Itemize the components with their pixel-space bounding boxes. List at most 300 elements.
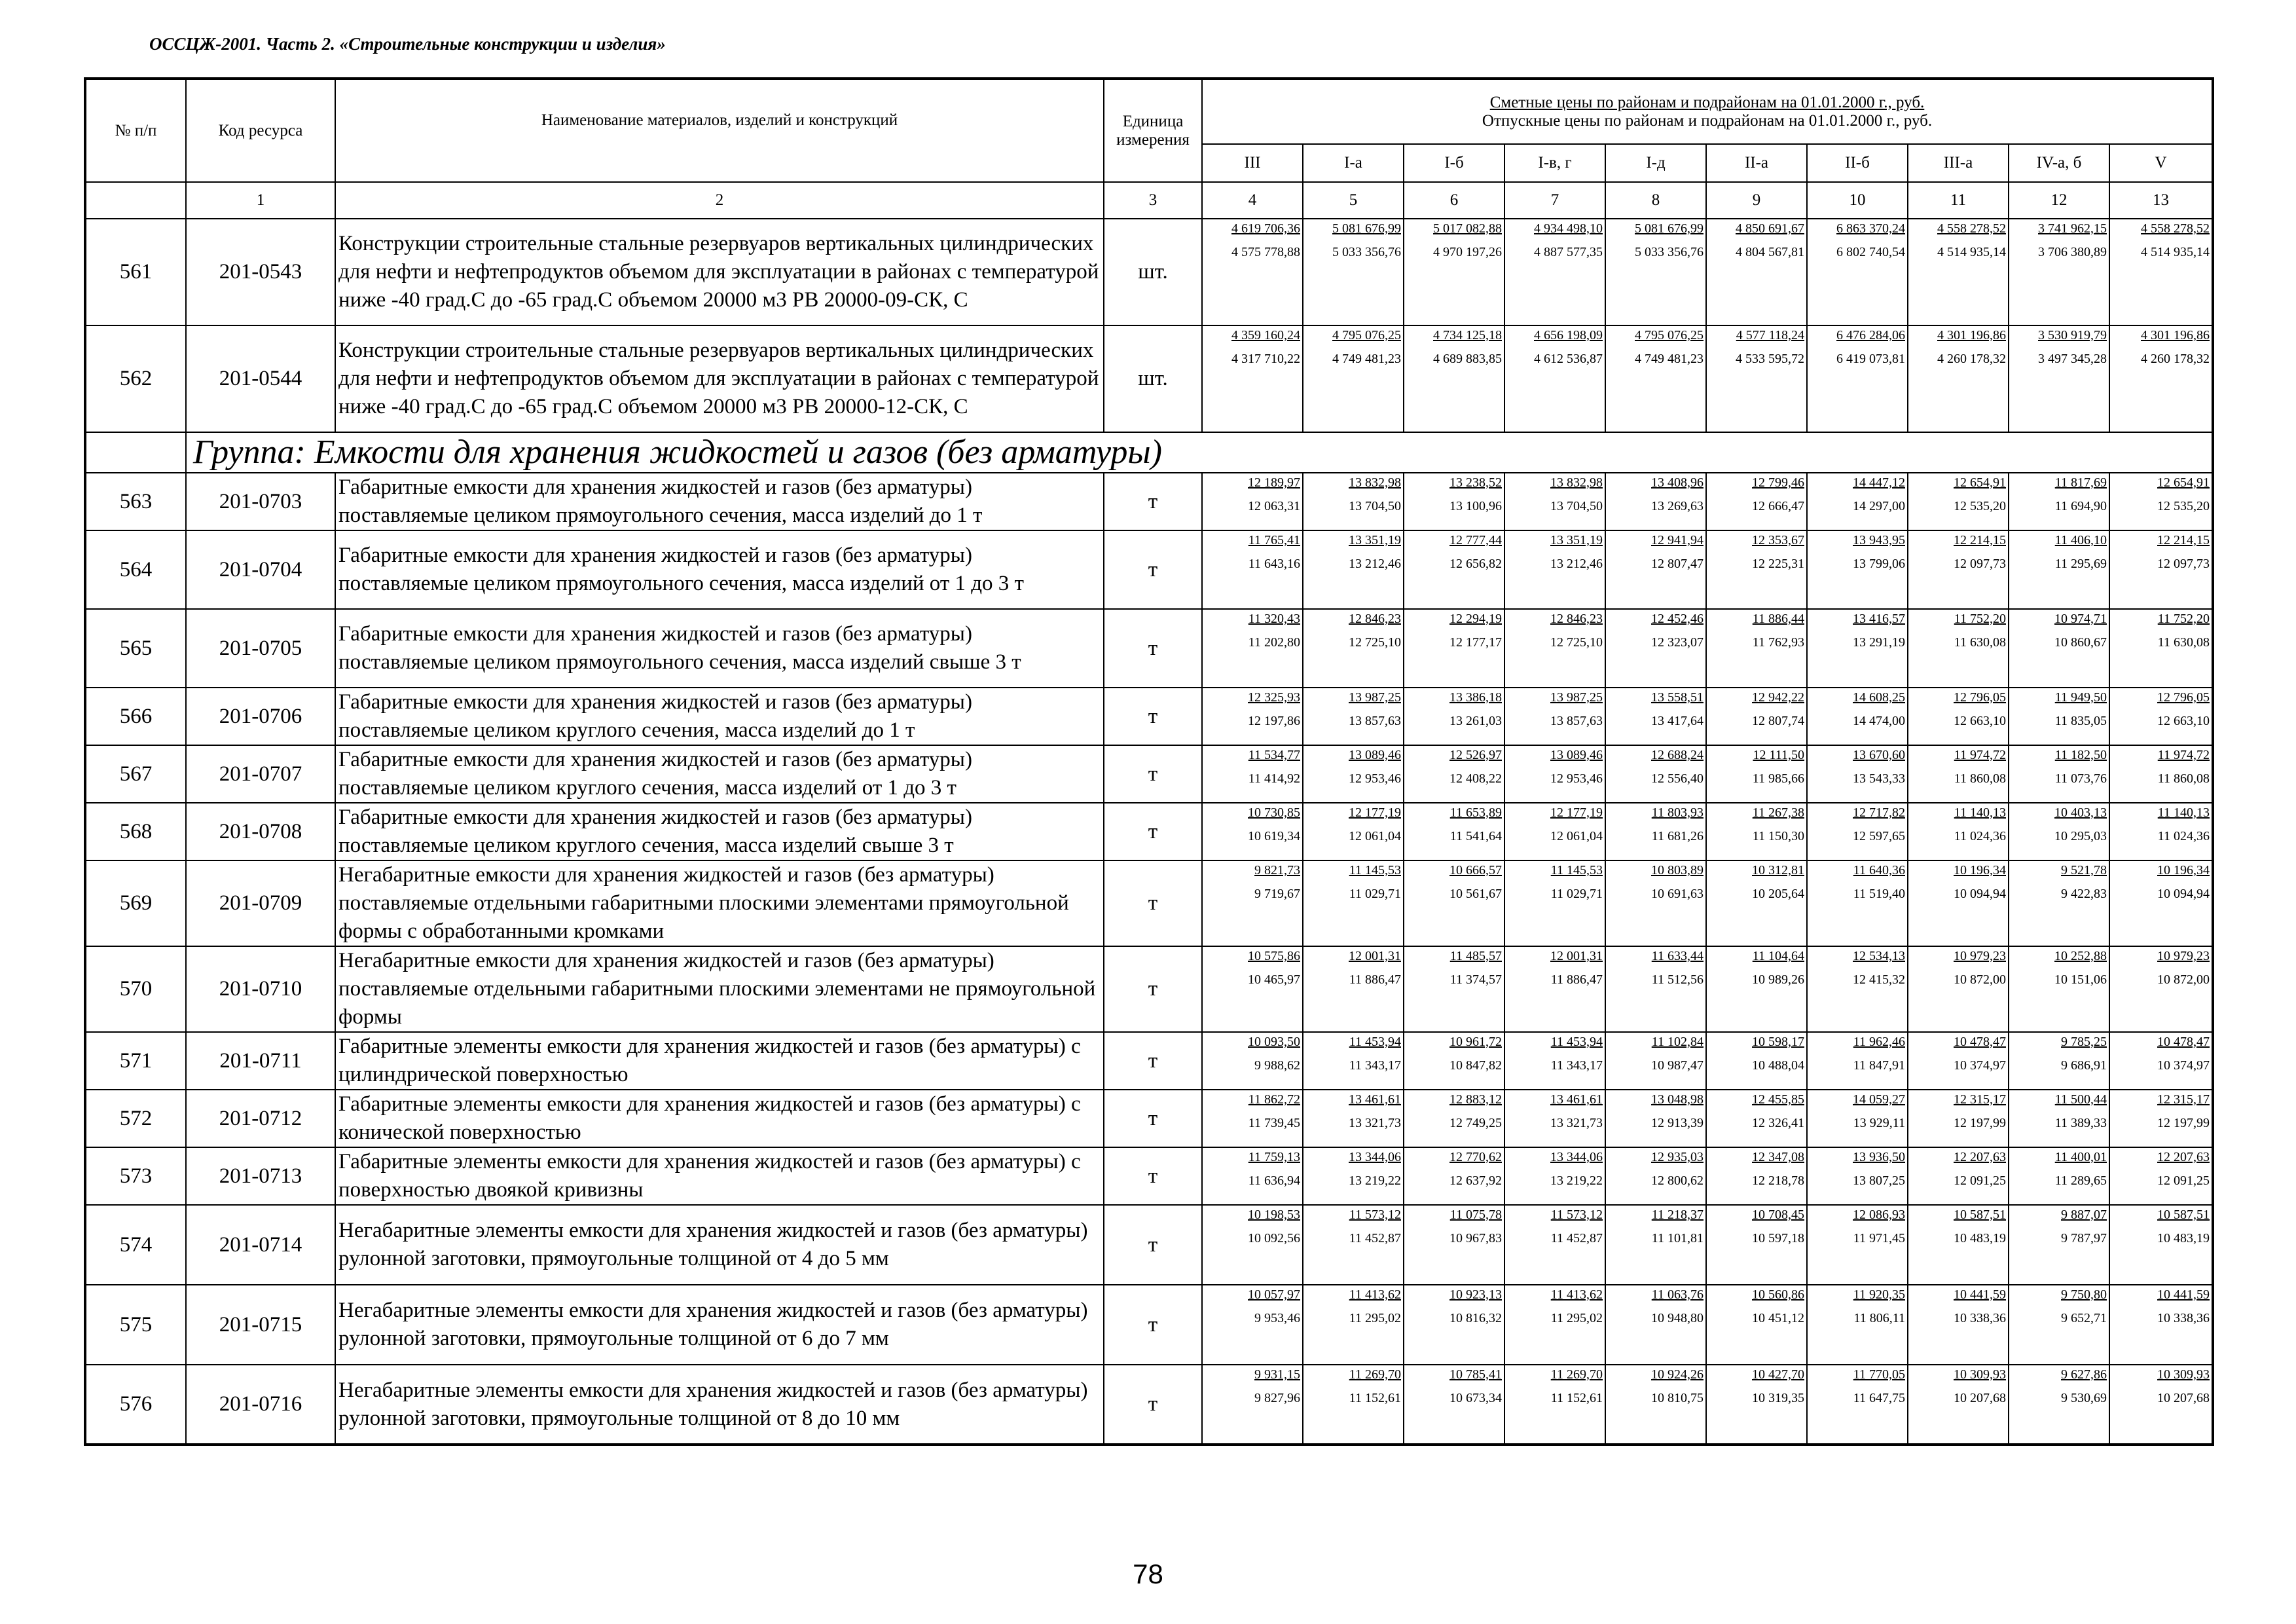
price-cell: [2009, 803, 2109, 860]
unit-cell: т: [1104, 803, 1202, 860]
item-name: Конструкции строительные стальные резервуаров вертикальных цилиндрических для нефти и нефтепродуктов объемом для эксплуатации в районах с температурой ниже -40 град.С до -65 град.С объемом 20000 м3 РВ 20000-12-СК, С: [335, 325, 1104, 432]
price-cell: [1404, 860, 1504, 946]
release-price: 10 094,94: [2157, 887, 2210, 901]
release-price: 6 802 740,54: [1836, 245, 1905, 259]
price-cell: [1303, 803, 1404, 860]
release-price: 12 091,25: [2157, 1173, 2210, 1188]
region-header: II-а: [1706, 144, 1807, 182]
price-cell: [1202, 473, 1303, 530]
estimated-price: 10 478,47: [2157, 1035, 2210, 1049]
estimated-price: 11 770,05: [1853, 1367, 1905, 1382]
price-cell: [1404, 530, 1504, 609]
estimated-price: 10 961,72: [1449, 1035, 1502, 1049]
estimated-price: 12 207,63: [2157, 1150, 2210, 1164]
release-price: 12 218,78: [1752, 1173, 1804, 1188]
price-cell: [1303, 1365, 1404, 1445]
release-price: 14 297,00: [1853, 499, 1905, 513]
estimated-price: 12 534,13: [1853, 949, 1905, 963]
estimated-price: 10 587,51: [1954, 1208, 2006, 1222]
release-price: 10 483,19: [1954, 1231, 2006, 1246]
release-price: 11 295,02: [1550, 1311, 1603, 1325]
release-price: 12 225,31: [1752, 557, 1804, 571]
release-price: 4 749 481,23: [1332, 352, 1401, 366]
price-cell: [2009, 1285, 2109, 1365]
price-cell: [1605, 860, 1706, 946]
resource-code: 201-0716: [186, 1365, 335, 1445]
price-cell: [1504, 688, 1605, 745]
estimated-price: 5 081 676,99: [1635, 221, 1704, 236]
estimated-price: 13 943,95: [1853, 533, 1905, 547]
price-cell: [1908, 325, 2009, 432]
estimated-price: 11 063,76: [1651, 1287, 1704, 1302]
estimated-price: 11 320,43: [1248, 612, 1300, 626]
price-cell: [1605, 1147, 1706, 1205]
row-number: 570: [85, 946, 186, 1032]
release-price: 11 762,93: [1752, 635, 1804, 650]
index-cell: 2: [335, 182, 1104, 219]
price-cell: [1908, 530, 2009, 609]
release-price: 11 647,75: [1853, 1391, 1905, 1405]
release-price: 10 619,34: [1248, 829, 1300, 843]
release-price: 13 212,46: [1349, 557, 1401, 571]
price-cell: [1303, 325, 1404, 432]
price-cell: [1706, 745, 1807, 803]
estimated-price: 13 344,06: [1550, 1150, 1603, 1164]
estimated-price: 10 730,85: [1248, 805, 1300, 820]
release-price: 13 212,46: [1550, 557, 1603, 571]
estimated-price: 12 001,31: [1550, 949, 1603, 963]
table-row: [85, 473, 2213, 530]
table-row: [85, 688, 2213, 745]
release-price: 11 202,80: [1248, 635, 1300, 650]
release-price: 11 101,81: [1651, 1231, 1704, 1246]
price-cell: [1202, 745, 1303, 803]
release-price: 12 323,07: [1651, 635, 1704, 650]
row-number: 573: [85, 1147, 186, 1205]
price-cell: [1404, 803, 1504, 860]
index-cell: 1: [186, 182, 335, 219]
price-cell: [2009, 1365, 2109, 1445]
price-cell: [1504, 1090, 1605, 1147]
resource-code: 201-0707: [186, 745, 335, 803]
price-cell: [2109, 688, 2213, 745]
price-cell: [1908, 803, 2009, 860]
row-number: 563: [85, 473, 186, 530]
item-name: Конструкции строительные стальные резервуаров вертикальных цилиндрических для нефти и нефтепродуктов объемом для эксплуатации в районах с температурой ниже -40 град.С до -65 град.С объемом 20000 м3 РВ 20000-09-СК, С: [335, 219, 1104, 325]
release-price: 9 988,62: [1254, 1058, 1300, 1073]
release-price: 13 704,50: [1349, 499, 1401, 513]
row-number: 575: [85, 1285, 186, 1365]
release-price: 13 807,25: [1853, 1173, 1905, 1188]
estimated-price: 12 325,93: [1248, 690, 1300, 705]
resource-code: 201-0704: [186, 530, 335, 609]
price-cell: [2009, 946, 2109, 1032]
estimated-price: 10 598,17: [1752, 1035, 1804, 1049]
release-price: 13 857,63: [1349, 714, 1401, 728]
unit-cell: т: [1104, 609, 1202, 688]
table-row: [85, 1365, 2213, 1445]
release-price: 12 063,31: [1248, 499, 1300, 513]
release-price: 11 150,30: [1752, 829, 1804, 843]
release-price: 10 872,00: [1954, 972, 2006, 987]
release-price: 12 637,92: [1449, 1173, 1502, 1188]
release-price: 11 152,61: [1349, 1391, 1401, 1405]
unit-cell: т: [1104, 1032, 1202, 1090]
estimated-price: 12 315,17: [2157, 1092, 2210, 1107]
estimated-price: 12 942,22: [1752, 690, 1804, 705]
price-cell: [1504, 946, 1605, 1032]
estimated-price: 10 478,47: [1954, 1035, 2006, 1049]
estimated-price: 3 741 962,15: [2038, 221, 2107, 236]
estimated-price: 13 351,19: [1550, 533, 1603, 547]
unit-cell: т: [1104, 688, 1202, 745]
estimated-price: 11 413,62: [1349, 1287, 1401, 1302]
estimated-price: 4 850 691,67: [1736, 221, 1804, 236]
release-price: 4 804 567,81: [1736, 245, 1804, 259]
price-cell: [1202, 688, 1303, 745]
price-cell: [1303, 1090, 1404, 1147]
estimated-price: 14 447,12: [1853, 475, 1905, 490]
release-price: 12 913,39: [1651, 1116, 1704, 1130]
release-price: 11 029,71: [1349, 887, 1401, 901]
release-price: 10 810,75: [1651, 1391, 1704, 1405]
estimated-price: 12 214,15: [2157, 533, 2210, 547]
estimated-price: 11 453,94: [1550, 1035, 1603, 1049]
price-cell: [1404, 946, 1504, 1032]
price-cell: [1807, 325, 1908, 432]
price-cell: [1303, 860, 1404, 946]
estimated-price: 11 267,38: [1752, 805, 1804, 820]
index-cell: 7: [1504, 182, 1605, 219]
price-cell: [1504, 860, 1605, 946]
estimated-price: 10 309,93: [1954, 1367, 2006, 1382]
release-price: 12 197,99: [2157, 1116, 2210, 1130]
estimated-price: 11 102,84: [1651, 1035, 1704, 1049]
estimated-price: 9 521,78: [2061, 863, 2107, 877]
price-cell: [2009, 219, 2109, 325]
estimated-price: 4 656 198,09: [1534, 328, 1603, 342]
price-cell: [1706, 1032, 1807, 1090]
estimated-price: 11 920,35: [1853, 1287, 1905, 1302]
release-price: 13 321,73: [1550, 1116, 1603, 1130]
release-price: 11 681,26: [1651, 829, 1704, 843]
resource-code: 201-0711: [186, 1032, 335, 1090]
price-cell: [2109, 530, 2213, 609]
estimated-price: 11 145,53: [1550, 863, 1603, 877]
price-cell: [2009, 745, 2109, 803]
price-cell: [1706, 473, 1807, 530]
release-price: 13 417,64: [1651, 714, 1704, 728]
col-header-prices: [1202, 79, 2213, 144]
price-cell: [2009, 1032, 2109, 1090]
price-cell: [1605, 1032, 1706, 1090]
price-cell: [1807, 530, 1908, 609]
price-cell: [1202, 325, 1303, 432]
price-cell: [1202, 860, 1303, 946]
price-cell: [1908, 860, 2009, 946]
price-cell: [1303, 219, 1404, 325]
price-cell: [1908, 688, 2009, 745]
estimated-price: 12 935,03: [1651, 1150, 1704, 1164]
estimated-price: 12 846,23: [1550, 612, 1603, 626]
price-cell: [1202, 1285, 1303, 1365]
price-cell: [1605, 325, 1706, 432]
release-price: 9 530,69: [2061, 1391, 2107, 1405]
price-cell: [2109, 1365, 2213, 1445]
unit-cell: т: [1104, 530, 1202, 609]
estimated-price: 12 189,97: [1248, 475, 1300, 490]
release-price: 9 422,83: [2061, 887, 2107, 901]
release-price: 10 205,64: [1752, 887, 1804, 901]
estimated-price: 10 196,34: [2157, 863, 2210, 877]
release-price: 9 686,91: [2061, 1058, 2107, 1073]
release-price: 4 260 178,32: [2141, 352, 2210, 366]
estimated-price: 4 795 076,25: [1332, 328, 1401, 342]
estimated-price: 10 057,97: [1248, 1287, 1300, 1302]
estimated-price: 14 059,27: [1853, 1092, 1905, 1107]
estimated-price: 10 196,34: [1954, 863, 2006, 877]
index-cell: 11: [1908, 182, 2009, 219]
price-cell: [1807, 946, 1908, 1032]
row-number: 567: [85, 745, 186, 803]
resource-code: 201-0703: [186, 473, 335, 530]
release-price: 11 860,08: [1954, 771, 2006, 786]
release-price: 11 886,47: [1550, 972, 1603, 987]
estimated-price: 4 734 125,18: [1433, 328, 1502, 342]
group-title: Группа: Емкости для хранения жидкостей и газов (без арматуры): [186, 432, 2213, 473]
release-price: 12 663,10: [1954, 714, 2006, 728]
price-cell: [1807, 1285, 1908, 1365]
release-price: 12 326,41: [1752, 1116, 1804, 1130]
row-number: 571: [85, 1032, 186, 1090]
region-header: II-б: [1807, 144, 1908, 182]
price-cell: [1706, 530, 1807, 609]
release-price: 10 488,04: [1752, 1058, 1804, 1073]
release-price: 10 094,94: [1954, 887, 2006, 901]
release-price: 4 317 710,22: [1231, 352, 1300, 366]
release-price: 13 261,03: [1449, 714, 1502, 728]
item-name: Негабаритные емкости для хранения жидкостей и газов (без арматуры) поставляемые отдельными габаритными плоскими элементами прямоугольной формы с обработанными кромками: [335, 860, 1104, 946]
release-price: 10 872,00: [2157, 972, 2210, 987]
release-price: 13 704,50: [1550, 499, 1603, 513]
release-price: 6 419 073,81: [1836, 352, 1905, 366]
estimated-price: 11 752,20: [1954, 612, 2006, 626]
item-name: Габаритные емкости для хранения жидкостей и газов (без арматуры) поставляемые целиком круглого сечения, масса изделий от 1 до 3 т: [335, 745, 1104, 803]
release-price: 12 091,25: [1954, 1173, 2006, 1188]
region-header: V: [2109, 144, 2213, 182]
release-price: 11 630,08: [1954, 635, 2006, 650]
release-price: 12 535,20: [2157, 499, 2210, 513]
item-name: Габаритные емкости для хранения жидкостей и газов (без арматуры) поставляемые целиком прямоугольного сечения, масса изделий от 1 до 3 т: [335, 530, 1104, 609]
price-cell: [1202, 609, 1303, 688]
price-cell: [1908, 609, 2009, 688]
price-cell: [1202, 219, 1303, 325]
release-price: 11 295,69: [2054, 557, 2107, 571]
estimated-price: 4 934 498,10: [1534, 221, 1603, 236]
estimated-price: 12 717,82: [1853, 805, 1905, 820]
release-price: 12 197,86: [1248, 714, 1300, 728]
estimated-price: 11 104,64: [1752, 949, 1804, 963]
item-name: Негабаритные элементы емкости для хранения жидкостей и газов (без арматуры) рулонной заготовки, прямоугольные толщиной от 8 до 10 мм: [335, 1365, 1104, 1445]
price-cell: [1504, 1365, 1605, 1445]
price-cell: [1504, 609, 1605, 688]
price-cell: [1706, 1285, 1807, 1365]
price-cell: [1202, 946, 1303, 1032]
release-price: 10 465,97: [1248, 972, 1300, 987]
unit-cell: шт.: [1104, 325, 1202, 432]
estimated-price: 12 846,23: [1349, 612, 1401, 626]
table-row: [85, 803, 2213, 860]
price-cell: [1807, 473, 1908, 530]
release-price: 14 474,00: [1853, 714, 1905, 728]
release-price: 11 289,65: [2054, 1173, 2107, 1188]
row-number: 565: [85, 609, 186, 688]
estimated-price: 10 979,23: [2157, 949, 2210, 963]
release-price: 12 725,10: [1349, 635, 1401, 650]
estimated-price: 12 796,05: [2157, 690, 2210, 705]
release-price: 10 597,18: [1752, 1231, 1804, 1246]
price-cell: [1807, 1090, 1908, 1147]
estimated-price: 12 315,17: [1954, 1092, 2006, 1107]
price-cell: [1605, 1285, 1706, 1365]
resource-code: 201-0710: [186, 946, 335, 1032]
price-cell: [1908, 473, 2009, 530]
price-cell: [1404, 1365, 1504, 1445]
item-name: Негабаритные элементы емкости для хранения жидкостей и газов (без арматуры) рулонной заготовки, прямоугольные толщиной от 4 до 5 мм: [335, 1205, 1104, 1285]
price-cell: [2109, 609, 2213, 688]
price-cell: [1202, 1205, 1303, 1285]
estimated-price: 12 796,05: [1954, 690, 2006, 705]
release-price: 10 319,35: [1752, 1391, 1804, 1405]
price-cell: [1504, 1205, 1605, 1285]
estimated-price: 10 312,81: [1752, 863, 1804, 877]
estimated-price: 10 785,41: [1449, 1367, 1502, 1382]
item-name: Габаритные элементы емкости для хранения жидкостей и газов (без арматуры) с конической поверхностью: [335, 1090, 1104, 1147]
resource-code: 201-0705: [186, 609, 335, 688]
price-cell: [1404, 1032, 1504, 1090]
release-price: 11 389,33: [2054, 1116, 2107, 1130]
resource-code: 201-0543: [186, 219, 335, 325]
item-name: Габаритные элементы емкости для хранения жидкостей и газов (без арматуры) с поверхностью двоякой кривизны: [335, 1147, 1104, 1205]
price-cell: [2009, 1205, 2109, 1285]
estimated-price: 11 803,93: [1651, 805, 1704, 820]
resource-code: 201-0712: [186, 1090, 335, 1147]
running-head: ОССЦЖ-2001. Часть 2. «Строительные конструкции и изделия»: [149, 34, 666, 54]
estimated-price: 11 974,72: [2157, 748, 2210, 762]
price-cell: [1504, 1147, 1605, 1205]
estimated-price: 11 453,94: [1349, 1035, 1401, 1049]
estimated-price: 11 573,12: [1349, 1208, 1401, 1222]
price-cell: [2009, 530, 2109, 609]
price-cell: [2009, 1090, 2109, 1147]
price-cell: [1807, 688, 1908, 745]
price-cell: [1202, 803, 1303, 860]
release-price: 4 514 935,14: [1937, 245, 2006, 259]
release-price: 11 860,08: [2157, 771, 2210, 786]
release-price: 10 374,97: [1954, 1058, 2006, 1073]
price-cell: [1404, 1147, 1504, 1205]
item-name: Негабаритные емкости для хранения жидкостей и газов (без арматуры) поставляемые отдельными габаритными плоскими элементами не прямоугольной формы: [335, 946, 1104, 1032]
estimated-price: 10 403,13: [2054, 805, 2107, 820]
prices-estimated-title: Сметные цены по районам и подрайонам на 01.01.2000 г., руб.: [1489, 93, 1925, 111]
price-cell: [1504, 1032, 1605, 1090]
release-price: 3 706 380,89: [2038, 245, 2107, 259]
estimated-price: 10 974,71: [2054, 612, 2107, 626]
price-cell: [2109, 1285, 2213, 1365]
price-cell: [1706, 219, 1807, 325]
estimated-price: 4 558 278,52: [1937, 221, 2006, 236]
release-price: 10 451,12: [1752, 1311, 1804, 1325]
release-price: 11 886,47: [1349, 972, 1401, 987]
estimated-price: 11 633,44: [1651, 949, 1704, 963]
index-cell: 3: [1104, 182, 1202, 219]
release-price: 11 512,56: [1651, 972, 1704, 987]
release-price: 12 807,74: [1752, 714, 1804, 728]
release-price: 11 643,16: [1248, 557, 1300, 571]
price-cell: [1807, 745, 1908, 803]
table-row: [85, 609, 2213, 688]
estimated-price: 6 476 284,06: [1836, 328, 1905, 342]
release-price: 13 291,19: [1853, 635, 1905, 650]
estimated-price: 3 530 919,79: [2038, 328, 2107, 342]
item-name: Габаритные элементы емкости для хранения жидкостей и газов (без арматуры) с цилиндрической поверхностью: [335, 1032, 1104, 1090]
estimated-price: 11 406,10: [2054, 533, 2107, 547]
release-price: 4 260 178,32: [1937, 352, 2006, 366]
release-price: 13 857,63: [1550, 714, 1603, 728]
estimated-price: 10 587,51: [2157, 1208, 2210, 1222]
estimated-price: 11 400,01: [2054, 1150, 2107, 1164]
release-price: 12 725,10: [1550, 635, 1603, 650]
price-cell: [1807, 803, 1908, 860]
price-cell: [1807, 609, 1908, 688]
estimated-price: 13 987,25: [1550, 690, 1603, 705]
resource-code: 201-0544: [186, 325, 335, 432]
release-price: 12 097,73: [1954, 557, 2006, 571]
release-price: 12 556,40: [1651, 771, 1704, 786]
estimated-price: 12 799,46: [1752, 475, 1804, 490]
release-price: 13 219,22: [1349, 1173, 1401, 1188]
unit-cell: т: [1104, 1090, 1202, 1147]
release-price: 12 656,82: [1449, 557, 1502, 571]
release-price: 4 575 778,88: [1231, 245, 1300, 259]
estimated-price: 13 386,18: [1449, 690, 1502, 705]
price-cell: [1504, 803, 1605, 860]
price-cell: [1504, 325, 1605, 432]
estimated-price: 11 075,78: [1449, 1208, 1502, 1222]
row-number: 569: [85, 860, 186, 946]
release-price: 12 807,47: [1651, 557, 1704, 571]
price-cell: [1202, 530, 1303, 609]
price-cell: [1303, 473, 1404, 530]
estimated-price: 12 654,91: [2157, 475, 2210, 490]
price-cell: [1504, 1285, 1605, 1365]
estimated-price: 11 269,70: [1349, 1367, 1401, 1382]
estimated-price: 11 653,89: [1449, 805, 1502, 820]
estimated-price: 4 359 160,24: [1231, 328, 1300, 342]
index-cell: [85, 182, 186, 219]
price-cell: [1706, 1147, 1807, 1205]
estimated-price: 13 832,98: [1550, 475, 1603, 490]
price-cell: [2109, 803, 2213, 860]
price-cell: [2009, 860, 2109, 946]
price-cell: [1404, 219, 1504, 325]
release-price: 10 338,36: [2157, 1311, 2210, 1325]
estimated-price: 4 301 196,86: [1937, 328, 2006, 342]
price-cell: [2109, 946, 2213, 1032]
estimated-price: 10 198,53: [1248, 1208, 1300, 1222]
estimated-price: 12 452,46: [1651, 612, 1704, 626]
price-cell: [1605, 946, 1706, 1032]
